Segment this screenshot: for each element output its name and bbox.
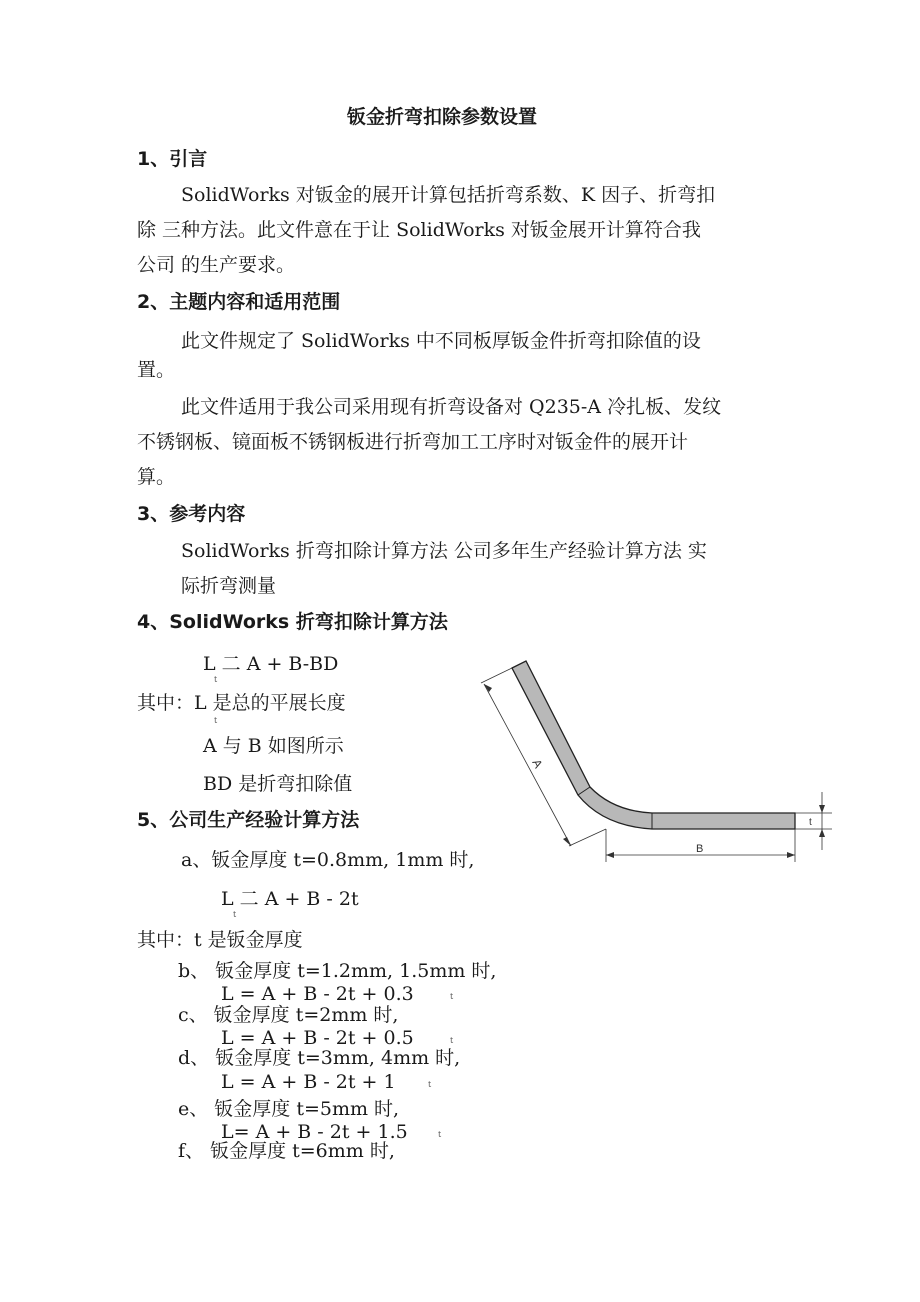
dimension-a-line (484, 684, 571, 846)
s5-where: 其中：t 是钣金厚度 (137, 929, 303, 951)
section-4-heading: 4、SolidWorks 折弯扣除计算方法 (137, 611, 448, 633)
s1-line-3: 公司 的生产要求。 (137, 254, 296, 276)
s2-p1-line-2: 置。 (137, 359, 176, 381)
section-3-heading: 3、参考内容 (137, 503, 246, 525)
section-2-heading: 2、主题内容和适用范围 (137, 291, 341, 313)
s3-line-1: SolidWorks 折弯扣除计算方法 公司多年生产经验计算方法 实 (181, 540, 707, 562)
s5-subscript-c: t (450, 1036, 454, 1045)
s5-formula-b: L = A + B - 2t + 0.3 (221, 983, 414, 1005)
s5-formula-e: L= A + B - 2t + 1.5 (221, 1121, 408, 1143)
s5-formula-c: L = A + B - 2t + 0.5 (221, 1027, 414, 1049)
s5-formula-d: L = A + B - 2t + 1 (221, 1071, 396, 1093)
s1-line-1: SolidWorks 对钣金的展开计算包括折弯系数、K 因子、折弯扣 (181, 184, 716, 206)
s4-subscript-t: t (214, 675, 218, 684)
s3-line-2: 际折弯测量 (181, 575, 277, 597)
sheet-metal-part (512, 661, 795, 829)
section-1-heading: 1、引言 (137, 148, 208, 170)
s4-where-3: BD 是折弯扣除值 (203, 773, 353, 795)
s2-p2-line-2: 不锈钢板、镜面板不锈钢板进行折弯加工工序时对钣金件的展开计 (137, 431, 689, 453)
s5-case-e: e、 钣金厚度 t=5mm 时, (178, 1098, 400, 1120)
s5-subscript-b: t (450, 992, 454, 1001)
s1-line-2: 除 三种方法。此文件意在于让 SolidWorks 对钣金展开计算符合我 (137, 219, 701, 241)
s5-formula-a: L 二 A + B - 2t (221, 888, 359, 910)
s5-subscript-a: t (233, 910, 237, 919)
s5-case-d: d、 钣金厚度 t=3mm, 4mm 时, (178, 1047, 461, 1069)
s5-case-f: f、 钣金厚度 t=6mm 时, (178, 1140, 395, 1162)
s2-p2-line-3: 算。 (137, 466, 176, 488)
s2-p1-line-1: 此文件规定了 SolidWorks 中不同板厚钣金件折弯扣除值的设 (181, 330, 701, 352)
s5-subscript-e: t (438, 1130, 442, 1139)
s5-subscript-d: t (428, 1080, 432, 1089)
label-a: A (529, 756, 546, 771)
s2-p2-line-1: 此文件适用于我公司采用现有折弯设备对 Q235-A 冷扎板、发纹 (181, 396, 722, 418)
s4-where-1: 其中：L 是总的平展长度 (137, 692, 346, 714)
label-t: t (809, 817, 812, 828)
bend-diagram (470, 650, 850, 870)
label-b: B (696, 843, 704, 855)
s4-where-2: A 与 B 如图所示 (203, 735, 344, 757)
page-title: 钣金折弯扣除参数设置 (347, 106, 538, 128)
s4-formula: L 二 A + B-BD (203, 653, 339, 675)
s5-case-a: a、钣金厚度 t=0.8mm, 1mm 时, (181, 849, 475, 871)
s5-case-c: c、 钣金厚度 t=2mm 时, (178, 1004, 399, 1026)
s4-subscript-t-2: t (214, 716, 218, 725)
s5-case-b: b、 钣金厚度 t=1.2mm, 1.5mm 时, (178, 960, 497, 982)
section-5-heading: 5、公司生产经验计算方法 (137, 809, 360, 831)
